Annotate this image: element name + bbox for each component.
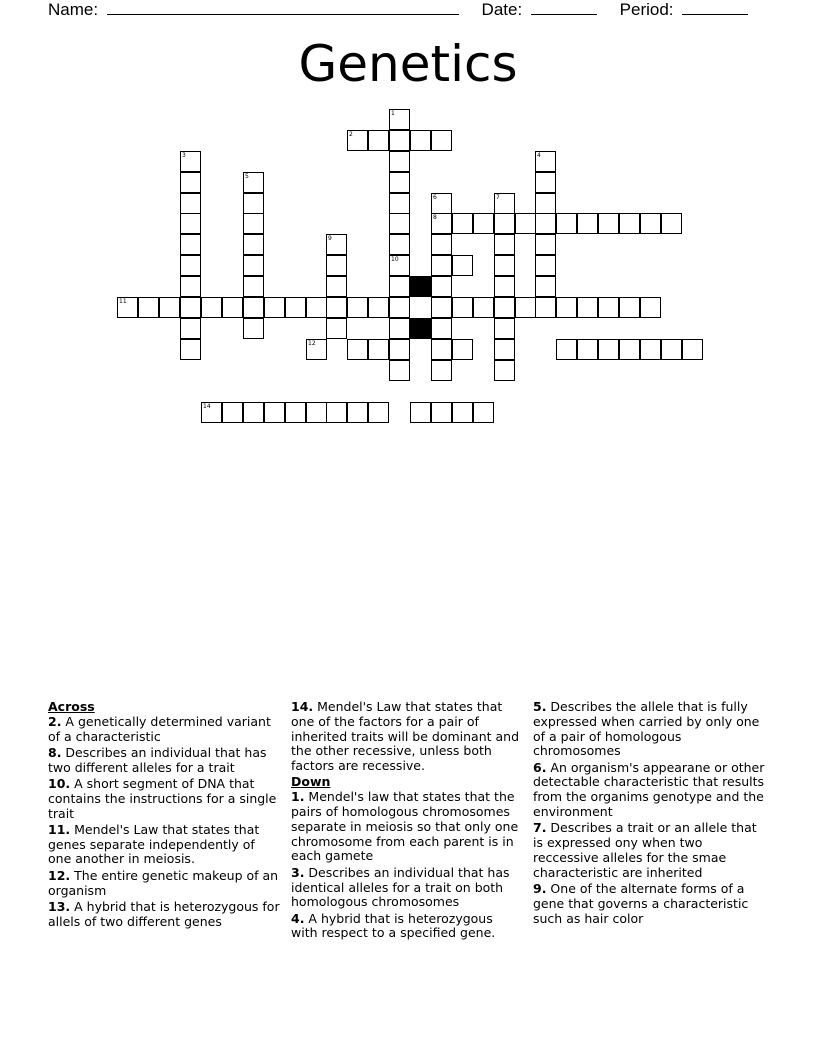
letter-cell[interactable]: [389, 339, 410, 360]
letter-cell[interactable]: [389, 318, 410, 339]
clue-number: 6: [433, 194, 437, 201]
letter-cell[interactable]: [389, 193, 410, 214]
letter-cell[interactable]: [243, 213, 264, 234]
letter-cell[interactable]: [577, 213, 598, 234]
crossword-grid: [0, 0, 816, 440]
down-heading: Down: [291, 774, 331, 790]
letter-cell[interactable]: [556, 297, 577, 318]
letter-cell[interactable]: [494, 276, 515, 297]
letter-cell[interactable]: [452, 213, 473, 234]
period-label: Period:: [619, 0, 674, 19]
letter-cell[interactable]: [431, 318, 452, 339]
clue-number: 1: [391, 110, 395, 117]
letter-cell[interactable]: [389, 360, 410, 381]
letter-cell[interactable]: [556, 213, 577, 234]
clue-down-5: 5. Describes the allele that is fully expressed when carried by only one of a pair of homologous chromosomes: [533, 699, 760, 759]
letter-cell[interactable]: [180, 234, 201, 255]
letter-cell[interactable]: [431, 193, 452, 214]
name-label: Name:: [48, 0, 99, 19]
letter-cell[interactable]: [577, 297, 598, 318]
letter-cell[interactable]: [535, 276, 556, 297]
letter-cell[interactable]: [431, 360, 452, 381]
letter-cell[interactable]: [640, 213, 661, 234]
letter-cell[interactable]: [159, 297, 180, 318]
letter-cell[interactable]: [598, 339, 619, 360]
clue-number: 11: [119, 298, 127, 305]
letter-cell[interactable]: [619, 339, 640, 360]
clue-number: 9: [328, 235, 332, 242]
letter-cell[interactable]: [452, 297, 473, 318]
letter-cell[interactable]: [619, 297, 640, 318]
letter-cell[interactable]: [619, 213, 640, 234]
clue-across-14: 14. Mendel's Law that states that one of the factors for a pair of inherited traits will be dominant and the other recessive, unless both factors are recessive.: [291, 699, 520, 774]
letter-cell[interactable]: [494, 339, 515, 360]
clues-column-1: [48, 700, 280, 931]
clue-number: 12: [308, 340, 316, 347]
letter-cell[interactable]: [306, 339, 327, 360]
clue-down-1: 1. Mendel's law that states that the pairs of homologous chromosomes separate in meiosis so that only one chromosome from each parent is in each gamete: [291, 789, 519, 864]
letter-cell[interactable]: [661, 339, 682, 360]
letter-cell[interactable]: [326, 297, 347, 318]
letter-cell[interactable]: [306, 402, 327, 423]
letter-cell[interactable]: [389, 151, 410, 172]
clue-across-2: 2. A genetically determined variant of a characteristic: [48, 713, 271, 744]
letter-cell[interactable]: [661, 213, 682, 234]
letter-cell[interactable]: [577, 339, 598, 360]
letter-cell[interactable]: [243, 318, 264, 339]
letter-cell[interactable]: [138, 297, 159, 318]
clue-across-11: 11. Mendel's Law that states that genes separate independently of one another in meiosis.: [48, 821, 260, 867]
letter-cell[interactable]: [180, 213, 201, 234]
letter-cell[interactable]: [368, 297, 389, 318]
letter-cell[interactable]: [201, 402, 222, 423]
letter-cell[interactable]: [285, 402, 306, 423]
letter-cell[interactable]: [326, 234, 347, 255]
letter-cell[interactable]: [431, 276, 452, 297]
letter-cell[interactable]: [535, 297, 556, 318]
letter-cell[interactable]: [180, 276, 201, 297]
letter-cell[interactable]: [389, 130, 410, 151]
date-label: Date:: [481, 0, 523, 19]
letter-cell[interactable]: [285, 297, 306, 318]
letter-cell[interactable]: [431, 402, 452, 423]
letter-cell[interactable]: [243, 234, 264, 255]
page-title: Genetics: [298, 35, 518, 93]
letter-cell[interactable]: [410, 130, 431, 151]
letter-cell[interactable]: [556, 339, 577, 360]
clue-number: 7: [496, 194, 500, 201]
letter-cell[interactable]: [243, 276, 264, 297]
letter-cell[interactable]: [389, 276, 410, 297]
letter-cell[interactable]: [535, 172, 556, 193]
letter-cell[interactable]: [180, 151, 201, 172]
letter-cell[interactable]: [431, 234, 452, 255]
letter-cell[interactable]: [264, 402, 285, 423]
clue-down-9: 9. One of the alternate forms of a gene that governs a characteristic such as hair color: [533, 881, 749, 926]
letter-cell[interactable]: [306, 297, 327, 318]
clue-number: 4: [537, 152, 541, 159]
letter-cell[interactable]: [243, 297, 264, 318]
letter-cell[interactable]: [494, 297, 515, 318]
letter-cell[interactable]: [180, 339, 201, 360]
clue-across-8: 8. Describes an individual that has two different alleles for a trait: [48, 744, 267, 775]
letter-cell[interactable]: [389, 172, 410, 193]
letter-cell[interactable]: [452, 255, 473, 276]
clue-across-10: 10. A short segment of DNA that contains the instructions for a single trait: [48, 775, 277, 821]
blocked-cell: [410, 318, 431, 339]
letter-cell[interactable]: [222, 402, 243, 423]
letter-cell[interactable]: [535, 213, 556, 234]
letter-cell[interactable]: [389, 297, 410, 318]
across-heading: Across: [48, 699, 95, 714]
letter-cell[interactable]: [347, 130, 368, 151]
clue-number: 10: [391, 256, 399, 263]
letter-cell[interactable]: [535, 193, 556, 214]
letter-cell[interactable]: [389, 109, 410, 130]
letter-cell[interactable]: [494, 255, 515, 276]
letter-cell[interactable]: [180, 255, 201, 276]
letter-cell[interactable]: [326, 318, 347, 339]
clue-down-6: 6. An organism's appearane or other detectable characteristic that results from the organims genotype and the environment: [533, 759, 765, 820]
clue-number: 8: [433, 214, 437, 221]
clue-down-4: 4. A hybrid that is heterozygous with respect to a specified gene.: [291, 910, 496, 941]
letter-cell[interactable]: [598, 213, 619, 234]
letter-cell[interactable]: [535, 151, 556, 172]
letter-cell[interactable]: [180, 172, 201, 193]
letter-cell[interactable]: [326, 255, 347, 276]
clue-down-7: 7. Describes a trait or an allele that is expressed ony when two reccessive alleles for the smae characteristic are inherited: [533, 820, 757, 880]
clue-across-12: 12. The entire genetic makeup of an organism: [48, 867, 279, 898]
letter-cell[interactable]: [326, 402, 347, 423]
clues-column-3: [533, 700, 765, 928]
clue-number: 14: [203, 403, 211, 410]
letter-cell[interactable]: [243, 402, 264, 423]
letter-cell[interactable]: [368, 339, 389, 360]
letter-cell[interactable]: [515, 297, 536, 318]
letter-cell[interactable]: [326, 276, 347, 297]
letter-cell[interactable]: [640, 297, 661, 318]
letter-cell[interactable]: [180, 318, 201, 339]
letter-cell[interactable]: [431, 297, 452, 318]
letter-cell[interactable]: [201, 297, 222, 318]
letter-cell[interactable]: [473, 297, 494, 318]
letter-cell[interactable]: [264, 297, 285, 318]
clue-number: 3: [182, 152, 186, 159]
clue-number: 2: [349, 131, 353, 138]
letter-cell[interactable]: [682, 339, 703, 360]
letter-cell[interactable]: [180, 193, 201, 214]
letter-cell[interactable]: [368, 130, 389, 151]
letter-cell[interactable]: [243, 255, 264, 276]
letter-cell[interactable]: [452, 339, 473, 360]
letter-cell[interactable]: [598, 297, 619, 318]
blocked-cell: [410, 276, 431, 297]
letter-cell[interactable]: [494, 193, 515, 214]
clue-across-13: 13. A hybrid that is heterozygous for allels of two different genes: [48, 898, 280, 929]
letter-cell[interactable]: [243, 172, 264, 193]
clue-down-3: 3. Describes an individual that has identical alleles for a trait on both homologous chromosomes: [291, 864, 510, 910]
letter-cell[interactable]: [535, 255, 556, 276]
letter-cell[interactable]: [494, 360, 515, 381]
letter-cell[interactable]: [494, 234, 515, 255]
letter-cell[interactable]: [180, 297, 201, 318]
letter-cell[interactable]: [431, 255, 452, 276]
letter-cell[interactable]: [452, 402, 473, 423]
letter-cell[interactable]: [494, 213, 515, 234]
letter-cell[interactable]: [347, 402, 368, 423]
letter-cell[interactable]: [494, 318, 515, 339]
letter-cell[interactable]: [389, 255, 410, 276]
letter-cell[interactable]: [389, 234, 410, 255]
clues-column-2: [291, 700, 523, 943]
letter-cell[interactable]: [640, 339, 661, 360]
letter-cell[interactable]: [347, 297, 368, 318]
letter-cell[interactable]: [431, 213, 452, 234]
letter-cell[interactable]: [347, 339, 368, 360]
letter-cell[interactable]: [117, 297, 138, 318]
letter-cell[interactable]: [431, 339, 452, 360]
letter-cell[interactable]: [431, 130, 452, 151]
letter-cell[interactable]: [473, 402, 494, 423]
letter-cell[interactable]: [410, 402, 431, 423]
letter-cell[interactable]: [368, 402, 389, 423]
letter-cell[interactable]: [473, 213, 494, 234]
letter-cell[interactable]: [535, 234, 556, 255]
letter-cell[interactable]: [389, 213, 410, 234]
letter-cell[interactable]: [243, 193, 264, 214]
letter-cell[interactable]: [515, 213, 536, 234]
clue-number: 5: [245, 173, 249, 180]
letter-cell[interactable]: [222, 297, 243, 318]
